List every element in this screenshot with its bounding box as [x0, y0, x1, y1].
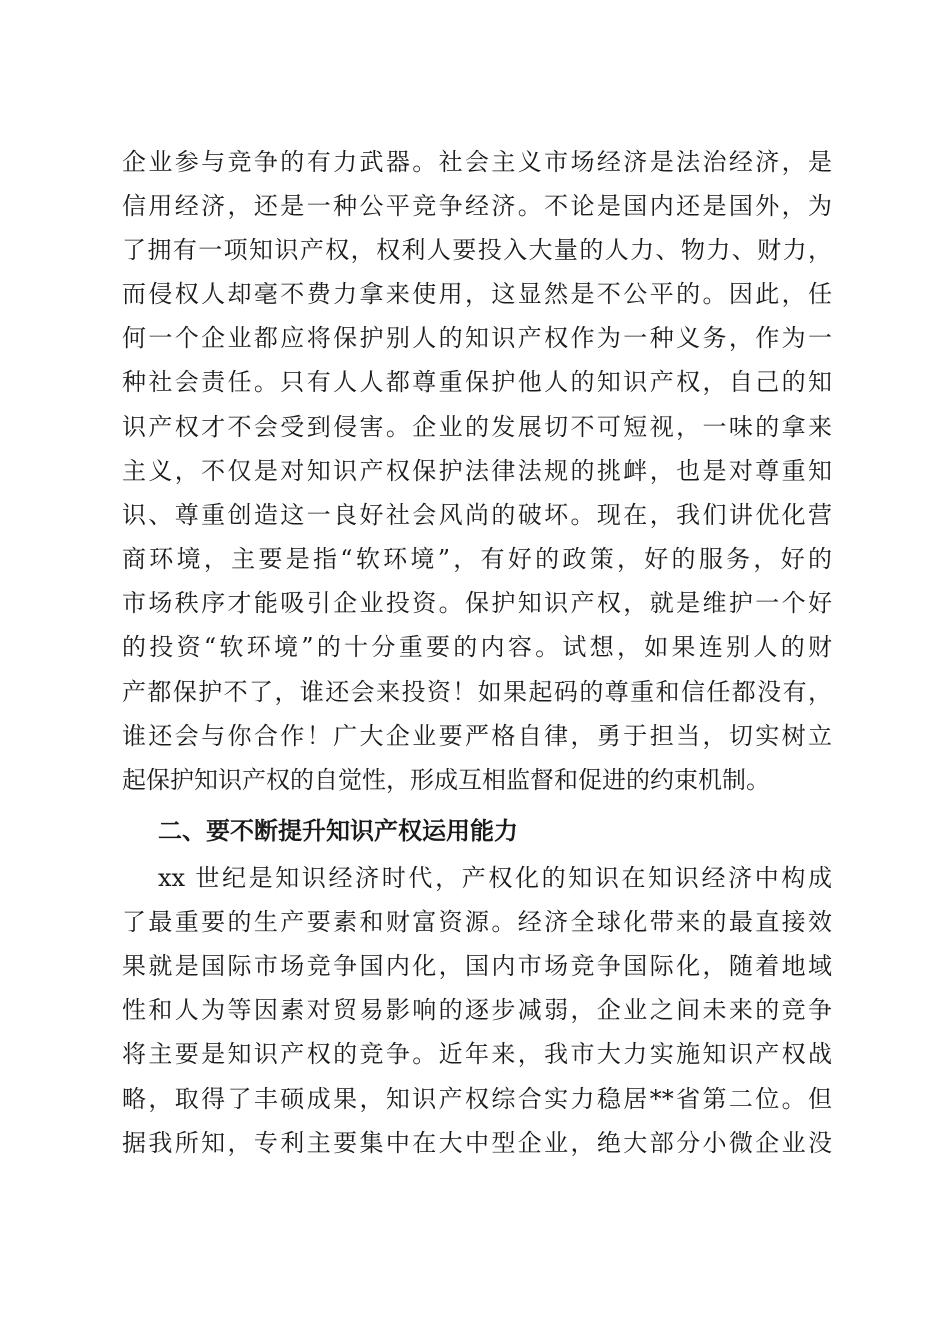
paragraph-line: 将主要是知识产权的竞争。近年来，我市大力实施知识产权战: [122, 1040, 832, 1068]
paragraph-line: xx 世纪是知识经济时代，产权化的知识在知识经济中构成: [158, 864, 832, 892]
section-heading: 二、要不断提升知识产权运用能力: [158, 817, 518, 845]
paragraph-line: 了拥有一项知识产权，权利人要投入大量的人力、物力、财力，: [122, 236, 832, 264]
paragraph-line: 的投资“软环境”的十分重要的内容。试想，如果连别人的财: [122, 633, 832, 661]
paragraph-line: 谁还会与你合作！广大企业要严格自律，勇于担当，切实树立: [122, 722, 832, 750]
paragraph-line: 企业参与竞争的有力武器。社会主义市场经济是法治经济，是: [122, 148, 832, 176]
paragraph-line: 产都保护不了，谁还会来投资！如果起码的尊重和信任都没有，: [122, 678, 832, 706]
paragraph-line: 识、尊重创造这一良好社会风尚的破坏。现在，我们讲优化营: [122, 501, 832, 529]
paragraph-line: 据我所知，专利主要集中在大中型企业，绝大部分小微企业没: [122, 1129, 832, 1157]
paragraph-line: 主义，不仅是对知识产权保护法律法规的挑衅，也是对尊重知: [122, 457, 832, 485]
paragraph-line: 何一个企业都应将保护别人的知识产权作为一种义务，作为一: [122, 324, 832, 352]
paragraph-line: 信用经济，还是一种公平竞争经济。不论是国内还是国外，为: [122, 192, 832, 220]
paragraph-line: 市场秩序才能吸引企业投资。保护知识产权，就是维护一个好: [122, 589, 832, 617]
paragraph-line: 种社会责任。只有人人都尊重保护他人的知识产权，自己的知: [122, 368, 832, 396]
paragraph-line: 性和人为等因素对贸易影响的逐步减弱，企业之间未来的竞争: [122, 996, 832, 1024]
paragraph-line: 略，取得了丰硕成果，知识产权综合实力稳居**省第二位。但: [122, 1085, 832, 1113]
paragraph-line: 商环境，主要是指“软环境”，有好的政策，好的服务，好的: [122, 545, 832, 573]
paragraph-line: 起保护知识产权的自觉性，形成互相监督和促进的约束机制。: [122, 766, 770, 794]
paragraph-line: 果就是国际市场竞争国内化，国内市场竞争国际化，随着地域: [122, 952, 832, 980]
paragraph-line: 了最重要的生产要素和财富资源。经济全球化带来的最直接效: [122, 908, 832, 936]
paragraph-line: 识产权才不会受到侵害。企业的发展切不可短视，一味的拿来: [122, 413, 832, 441]
paragraph-line: 而侵权人却毫不费力拿来使用，这显然是不公平的。因此，任: [122, 280, 832, 308]
